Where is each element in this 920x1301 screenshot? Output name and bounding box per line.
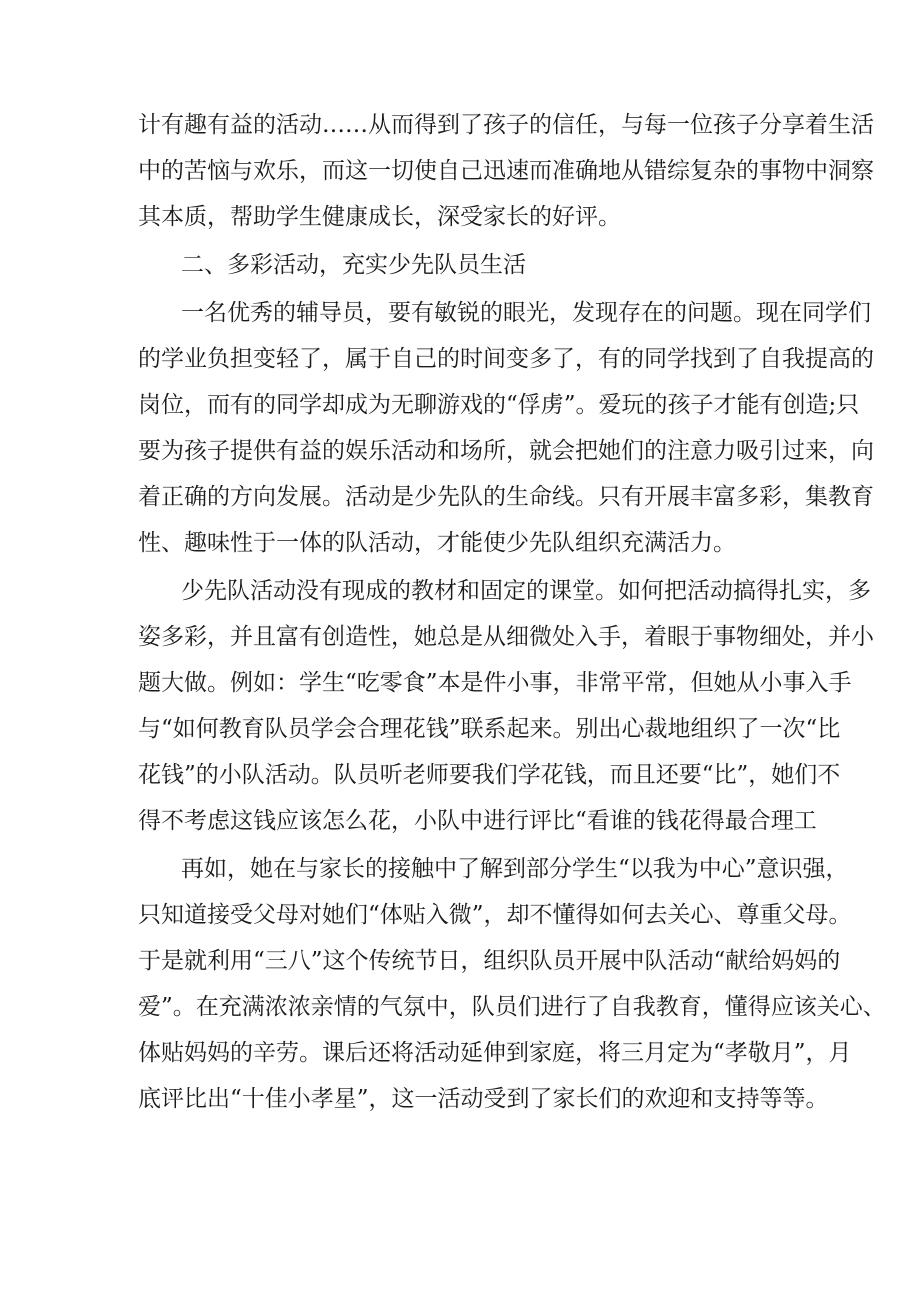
paragraph-line: 岗位，而有的同学却成为无聊游戏的“俘虏”。爱玩的孩子才能有创造;只 (138, 392, 860, 418)
section-heading: 二、多彩活动，充实少先队员生活 (181, 252, 526, 278)
paragraph-line: 体贴妈妈的辛劳。课后还将活动延伸到家庭，将三月定为“孝敬月”，月 (138, 1040, 852, 1066)
paragraph-line: 题大做。例如：学生“吃零食”本是件小事，非常平常，但她从小事入手 (138, 670, 852, 696)
paragraph-line: 着正确的方向发展。活动是少先队的生命线。只有开展丰富多彩，集教育 (138, 484, 874, 510)
paragraph-line: 少先队活动没有现成的教材和固定的课堂。如何把活动搞得扎实，多 (181, 578, 871, 604)
paragraph-line: 姿多彩，并且富有创造性，她总是从细微处入手，着眼于事物细处，并小 (138, 624, 874, 650)
paragraph-line: 花钱”的小队活动。队员听老师要我们学花钱，而且还要“比”，她们不 (138, 762, 841, 788)
paragraph-line: 得不考虑这钱应该怎么花，小队中进行评比“看谁的钱花得最合理工 (138, 808, 817, 834)
paragraph-line: 要为孩子提供有益的娱乐活动和场所，就会把她们的注意力吸引过来，向 (138, 438, 874, 464)
paragraph-line: 爱”。在充满浓浓亲情的气氛中，队员们进行了自我教育，懂得应该关心、 (138, 994, 886, 1020)
paragraph-line: 性、趣味性于一体的队活动，才能使少先队组织充满活力。 (138, 530, 736, 556)
paragraph-line: 与“如何教育队员学会合理花钱”联系起来。别出心裁地组织了一次“比 (138, 716, 841, 742)
paragraph-line: 于是就利用“三八”这个传统节日，组织队员开展中队活动“献给妈妈的 (138, 948, 841, 974)
paragraph-line: 计有趣有益的活动……从而得到了孩子的信任，与每一位孩子分享着生活 (138, 112, 874, 138)
paragraph-line: 中的苦恼与欢乐，而这一切使自己迅速而准确地从错综复杂的事物中洞察 (138, 158, 874, 184)
paragraph-line: 一名优秀的辅导员，要有敏锐的眼光，发现存在的问题。现在同学们 (181, 300, 871, 326)
paragraph-line: 底评比出“十佳小孝星”，这一活动受到了家长们的欢迎和支持等等。 (138, 1086, 829, 1112)
paragraph-line: 只知道接受父母对她们“体贴入微”，却不懂得如何去关心、尊重父母。 (138, 902, 852, 928)
paragraph-line: 其本质，帮助学生健康成长，深受家长的好评。 (138, 204, 621, 230)
paragraph-line: 再如，她在与家长的接触中了解到部分学生“以我为中心”意识强， (181, 856, 849, 882)
paragraph-line: 的学业负担变轻了，属于自己的时间变多了，有的同学找到了自我提高的 (138, 346, 874, 372)
